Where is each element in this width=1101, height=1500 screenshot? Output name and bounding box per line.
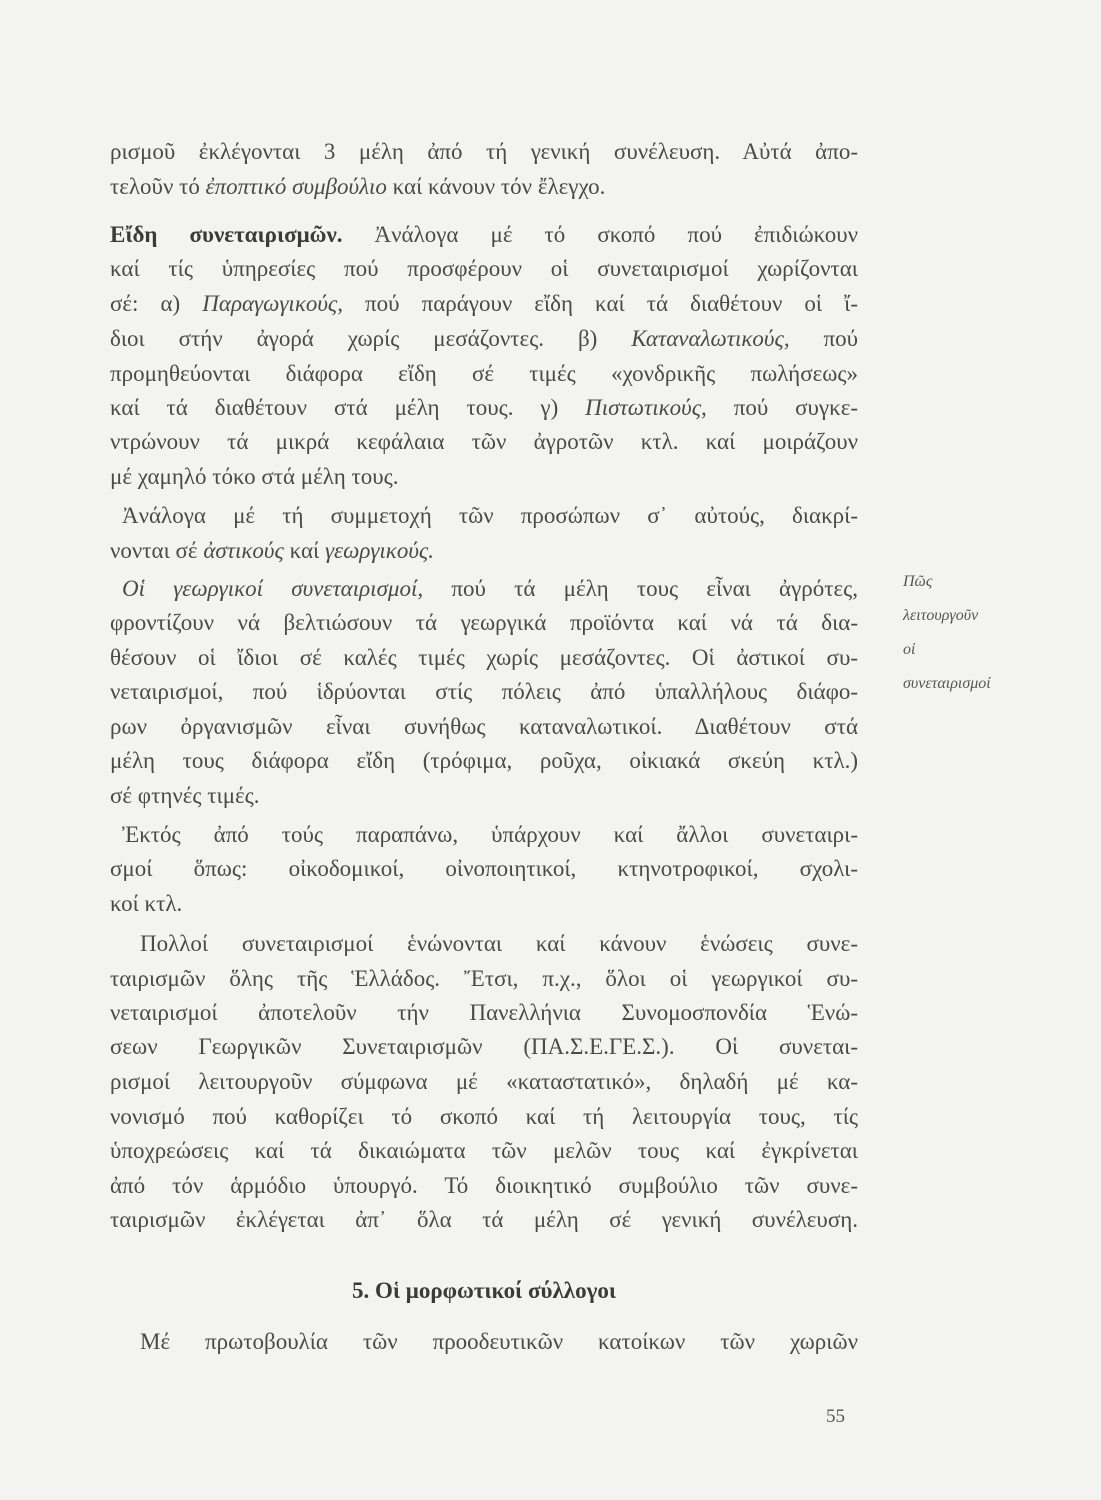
italic-text: Οἱ γεωργικοί συνεταιρισμοί,: [122, 576, 424, 601]
text-span: νεταιρισμοί ἀποτελοῦν τήν Πανελλήνια Συνομοσπονδία Ἑνώ-: [110, 1000, 858, 1025]
text-line: [110, 1205, 858, 1235]
text-span: ταιρισμῶν ἐκλέγεται ἀπ᾽ ὅλα τά μέλη σέ γενική συνέλευση.: [110, 1207, 858, 1232]
text-line: [140, 929, 858, 959]
text-span: νονισμό πού καθορίζει τό σκοπό καί τή λειτουργία τους, τίς: [110, 1104, 858, 1129]
text-span: πού παράγουν εἴδη καί τά διαθέτουν οἱ ἴ-: [343, 291, 858, 316]
text-span: ἀπό τόν ἁρμόδιο ὑπουργό. Τό διοικητικό συμβούλιο τῶν συνε-: [110, 1173, 858, 1198]
text-span: ὑποχρεώσεις καί τά δικαιώματα τῶν μελῶν τους καί ἐγκρίνεται: [110, 1138, 858, 1163]
text-line: [110, 427, 858, 457]
text-span: προμηθεύονται διάφορα εἴδη σέ τιμές «χονδρικῆς πωλήσεως»: [110, 361, 858, 386]
text-line: [110, 643, 858, 673]
text-line: [110, 677, 858, 707]
margin-note-line: συνεταιρισμοί: [903, 675, 991, 692]
text-span: ταιρισμῶν ὅλης τῆς Ἑλλάδος. Ἔτσι, π.χ., ὅλοι οἱ γεωργικοί συ-: [110, 966, 858, 991]
text-line: [110, 462, 858, 492]
text-line: [110, 359, 858, 389]
margin-note-line: οἱ: [903, 641, 916, 658]
text-span: πού τά μέλη τους εἶναι ἀγρότες,: [423, 576, 858, 601]
text-span: διοι στήν ἀγορά χωρίς μεσάζοντες. β): [110, 326, 632, 351]
text-line: [110, 712, 858, 742]
text-line: [110, 289, 858, 319]
text-span: καί τίς ὑπηρεσίες πού προσφέρουν οἱ συνεταιρισμοί χωρίζονται: [110, 256, 858, 281]
text-span: σμοί ὅπως: οἰκοδομικοί, οἰνοποιητικοί, κτηνοτροφικοί, σχολι-: [110, 856, 858, 881]
text-line: [110, 1032, 858, 1062]
text-line: [110, 220, 858, 250]
text-span: τελοῦν τό: [110, 174, 206, 199]
text-line: [110, 1102, 858, 1132]
italic-text: γεωργικούς.: [324, 538, 434, 563]
text-line: [110, 1067, 858, 1097]
text-line: [110, 854, 858, 884]
text-line: [110, 781, 858, 811]
text-span: νεταιρισμοί, πού ἱδρύονται στίς πόλεις ἀπό ὑπαλλήλους διάφο-: [110, 679, 858, 704]
margin-note-line: Πῶς: [903, 573, 933, 590]
text-span: ρων ὀργανισμῶν εἶναι συνήθως καταναλωτικοί. Διαθέτουν στά: [110, 714, 858, 739]
text-line: [110, 964, 858, 994]
text-span: θέσουν οἱ ἴδιοι σέ καλές τιμές χωρίς μεσάζοντες. Οἱ ἀστικοί συ-: [110, 645, 858, 670]
text-span: Ἀνάλογα μέ τή συμμετοχή τῶν προσώπων σ᾽ αὐτούς, διακρί-: [122, 503, 858, 528]
text-span: μέλη τους διάφορα εἴδη (τρόφιμα, ροῦχα, οἰκιακά σκεύη κτλ.): [110, 748, 858, 773]
text-line: [110, 137, 858, 167]
text-span: πού συγκε-: [706, 395, 859, 420]
text-span: καί κάνουν τόν ἔλεγχο.: [386, 174, 606, 199]
text-span: καί: [283, 538, 325, 563]
text-span: νονται σέ: [110, 538, 204, 563]
italic-text: Καταναλωτικούς,: [631, 326, 790, 351]
italic-text: ἐποπτικό συμβούλιο: [205, 174, 387, 199]
text-span: σεων Γεωργικῶν Συνεταιρισμῶν (ΠΑ.Σ.Ε.ΓΕ.Σ.). Οἱ συνεται-: [110, 1034, 858, 1059]
text-line: [110, 172, 858, 202]
section-heading: 5. Οἱ μορφωτικοί σύλλογοι: [352, 1278, 616, 1303]
text-line: [140, 1327, 858, 1357]
text-span: ρισμοῦ ἐκλέγονται 3 μέλη ἀπό τή γενική συνέλευση. Αὐτά ἀπο-: [110, 139, 858, 164]
bold-heading-text: Εἴδη συνεταιρισμῶν.: [110, 222, 343, 247]
text-line: [110, 889, 858, 919]
text-line: [110, 608, 858, 638]
text-span: σέ φτηνές τιμές.: [110, 783, 260, 808]
text-line: [110, 746, 858, 776]
text-span: πού: [789, 326, 858, 351]
text-span: Ἐκτός ἀπό τούς παραπάνω, ὑπάρχουν καί ἄλλοι συνεταιρι-: [122, 822, 858, 847]
text-span: μέ χαμηλό τόκο στά μέλη τους.: [110, 464, 399, 489]
text-line: [110, 393, 858, 423]
text-span: Πολλοί συνεταιρισμοί ἑνώνονται καί κάνουν ἑνώσεις συνε-: [140, 931, 858, 956]
text-line: [110, 1171, 858, 1201]
text-line: [110, 324, 858, 354]
text-span: φροντίζουν νά βελτιώσουν τά γεωργικά προϊόντα καί νά τά δια-: [110, 610, 858, 635]
page-number: 55: [826, 1406, 845, 1427]
text-span: Μέ πρωτοβουλία τῶν προοδευτικῶν κατοίκων τῶν χωριῶν: [140, 1329, 858, 1354]
text-line: [122, 501, 858, 531]
text-span: ρισμοί λειτουργοῦν σύμφωνα μέ «καταστατικό», δηλαδή μέ κα-: [110, 1069, 858, 1094]
text-span: σέ: α): [110, 291, 203, 316]
italic-text: Πιστωτικούς,: [585, 395, 707, 420]
text-line: [122, 820, 858, 850]
text-line: [110, 254, 858, 284]
text-line: [110, 536, 858, 566]
text-span: κοί κτλ.: [110, 891, 183, 916]
text-line: [110, 1136, 858, 1166]
text-span: Ἀνάλογα μέ τό σκοπό πού ἐπιδιώκουν: [342, 222, 858, 247]
text-line: [110, 998, 858, 1028]
margin-note-line: λειτουργοῦν: [903, 607, 979, 624]
text-span: ντρώνουν τά μικρά κεφάλαια τῶν ἀγροτῶν κτλ. καί μοιράζουν: [110, 429, 858, 454]
italic-text: ἀστικούς: [203, 538, 284, 563]
text-line: [122, 574, 858, 604]
italic-text: Παραγωγικούς,: [202, 291, 343, 316]
text-span: καί τά διαθέτουν στά μέλη τους. γ): [110, 395, 586, 420]
